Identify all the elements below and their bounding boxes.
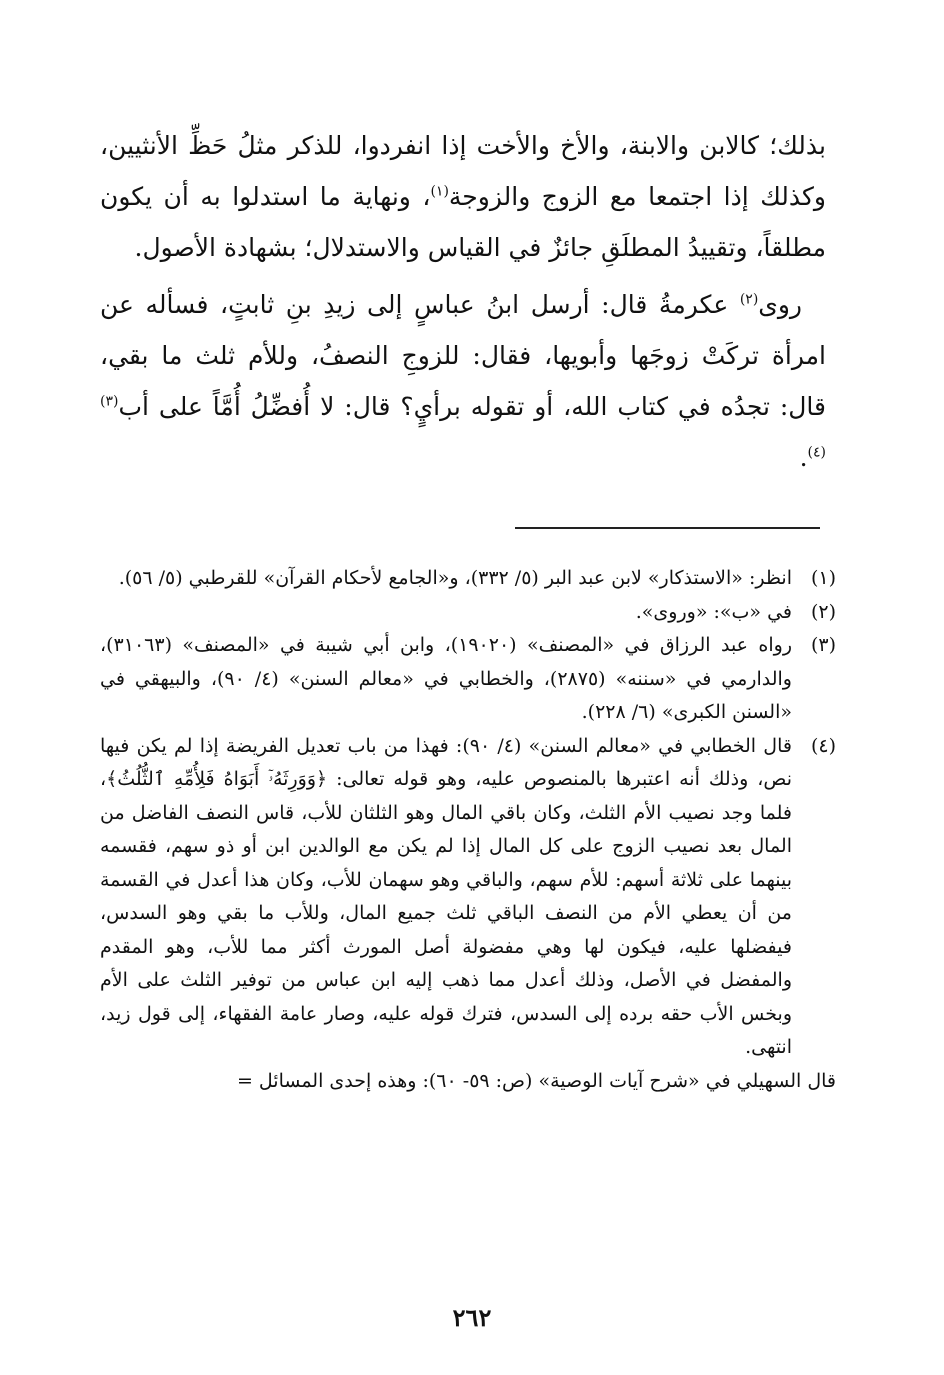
- footnote-2: [100, 596, 836, 630]
- main-paragraph-2-body: عكرمةُ قال: أرسل ابنُ عباسٍ إلى زيدِ بنِ ثابتٍ، فسأله عن امرأة تركَتْ زوجَها وأبويها، فقال: للزوجِ النصفُ، وللأم ثلث ما بقي، قال: تجدُه في كتاب الله، أو تقوله برأيٍ؟ قال: لا أُفضِّلُ أُمَّاً على أب: [100, 290, 826, 421]
- footnote-number: (٤): [810, 734, 836, 757]
- footnote-ref-1: (١): [430, 183, 449, 200]
- main-paragraph-2-end: .: [799, 443, 808, 472]
- main-text: [100, 120, 826, 483]
- footnote-ref-3-4: (٣) (٤): [100, 393, 826, 461]
- main-paragraph-1-end: ، ونهاية ما استدلوا به أن يكون مطلقاً، وتقييدُ المطلَقِ جائزٌ في القياس والاستدلال؛ بشهادة الأصول.: [100, 182, 826, 262]
- footnote-number: (٢): [810, 600, 836, 623]
- footnote-number: (٣): [810, 634, 836, 656]
- footnote-text: قال الخطابي في «معالم السنن» (٤/ ٩٠): فهذا من باب تعديل الفريضة إذا لم يكن فيها نص، وذلك أنه اعتبرها بالمنصوص عليه، وهو قوله تعالى: ﴿وَوَرِثَهُۥٓ أَبَوَاهُ فَلِأُمِّهِ ٱلثُّلُثُ﴾، فلما وجد نصيب الأم الثلث، وكان باقي المال وهو الثلثان للأب، قاس النصف الفاضل من المال بعد نصيب الزوج على كل المال إذا لم يكن مع الوالدين ابن أو ذو سهم، فقسمه بينهما على ثلاثة أسهم: للأم سهم، والباقي وهو سهمان للأب، وكان هذا أعدل في القسمة من أن يعطي الأم من النصف الباقي ثلث جميع المال، وللأب ما بقي وهو السدس، فيفضلها عليه، فيكون لها وهي مفضولة أصل المورث أكثر مما للأب، وهو المقدم والمفضل في الأصل، وذلك أعدل مما ذهب إليه ابن عباس من توفير الثلث على الأم وبخس الأب حقه برده إلى السدس، فترك قوله عليه، وصار عامة الفقهاء، إلى قول زيد، انتهى.: [100, 734, 792, 1058]
- footnote-text: انظر: «الاستذكار» لابن عبد البر (٥/ ٣٣٢)، و«الجامع لأحكام القرآن» للقرطبي (٥/ ٥٦).: [118, 567, 792, 589]
- footnote-text: رواه عبد الرزاق في «المصنف» (١٩٠٢٠)، وابن أبي شيبة في «المصنف» (٣١٠٦٣)، والدارمي في «سننه» (٢٨٧٥)، والخطابي في «معالم السنن» (٤/ ٩٠)، والبيهقي في «السنن الكبرى» (٦/ ٢٢٨).: [100, 634, 792, 723]
- footnote-1: [100, 562, 836, 596]
- main-paragraph-2-start: روى: [758, 290, 802, 319]
- footnote-text: في «ب»: «وروى».: [635, 600, 792, 623]
- footnote-ref-2: (٢): [739, 291, 759, 308]
- main-paragraph-1: [100, 120, 826, 273]
- footnote-continuation: قال السهيلي في «شرح آيات الوصية» (ص: ٥٩- ٦٠): وهذه إحدى المسائل =: [236, 1069, 836, 1092]
- footnote-number: (١): [810, 567, 836, 589]
- main-paragraph-2: [100, 279, 826, 483]
- footnote-3: [100, 629, 836, 730]
- footnotes: [100, 562, 836, 1098]
- page-number: ٢٦٢: [452, 1303, 492, 1332]
- footnote-4: [100, 730, 836, 1065]
- main-paragraph-1-text: بذلك؛ كالابن والابنة، والأخ والأخت إذا انفردوا، للذكر مثلُ حَظِّ الأنثيين، وكذلك إذا اجتمعا مع الزوج والزوجة: [100, 131, 826, 211]
- footnote-separator: [515, 527, 820, 529]
